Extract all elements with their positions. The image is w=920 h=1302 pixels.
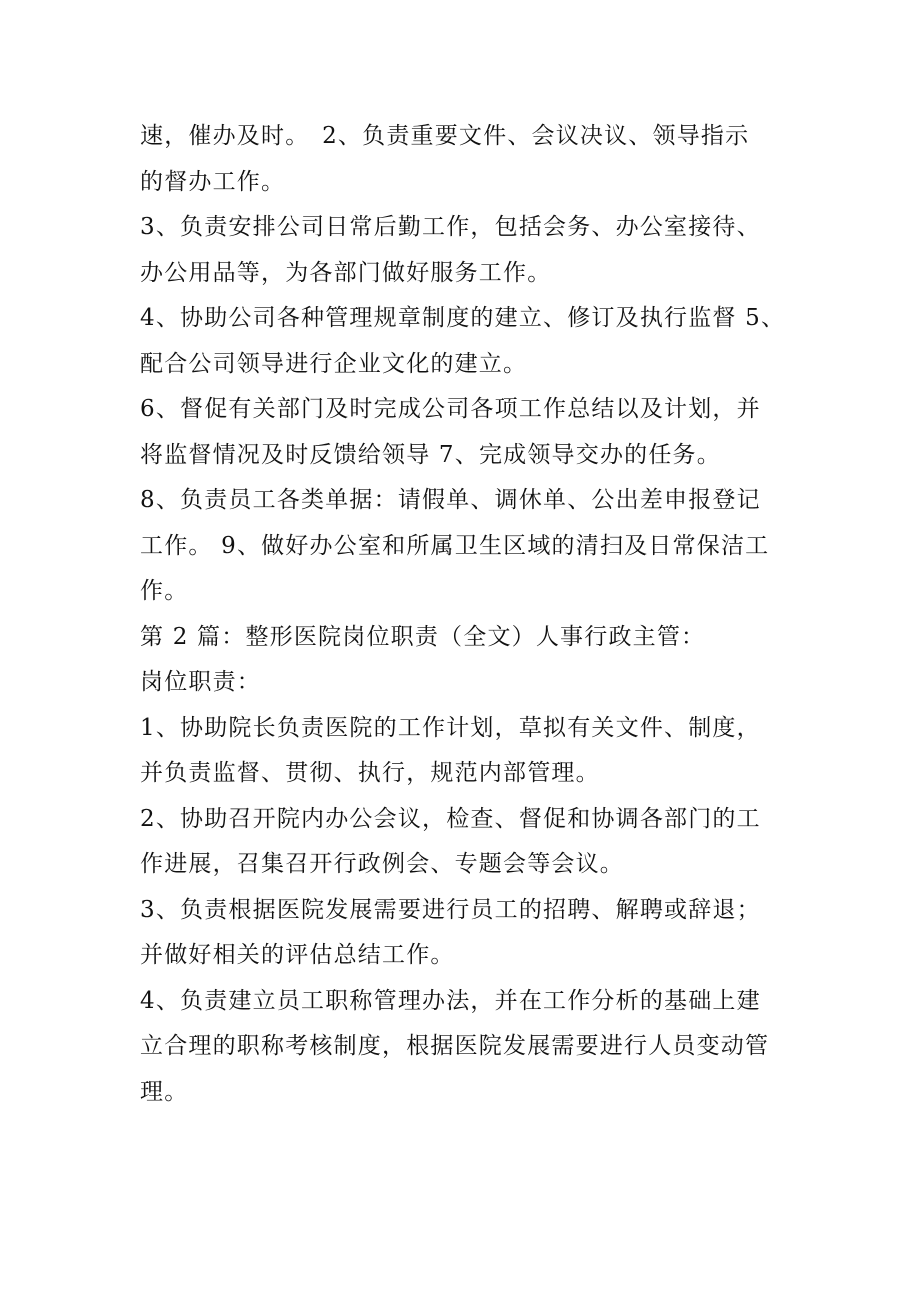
text-line: 1、协助院长负责医院的工作计划，草拟有关文件、制度， <box>140 714 761 741</box>
section-heading: 第 2 篇：整形医院岗位职责（全文）人事行政主管： <box>140 623 706 650</box>
text-line: 3、负责根据医院发展需要进行员工的招聘、解聘或辞退； <box>140 896 761 923</box>
subheading: 岗位职责： <box>140 669 261 695</box>
text-line: 4、协助公司各种管理规章制度的建立、修订及执行监督 5、 <box>140 305 786 331</box>
document-body <box>140 114 790 1115</box>
text-line: 作进展，召集召开行政例会、专题会等会议。 <box>140 851 624 877</box>
text-line: 并负责监督、贯彻、执行，规范内部管理。 <box>140 760 600 786</box>
text-line: 3、负责安排公司日常后勤工作，包括会务、办公室接待、 <box>140 214 761 240</box>
text-line: 工作。 9、做好办公室和所属卫生区域的清扫及日常保洁工 <box>140 532 770 559</box>
text-line: 将监督情况及时反馈给领导 7、完成领导交办的任务。 <box>140 441 721 468</box>
text-line: 8、负责员工各类单据：请假单、调休单、公出差申报登记 <box>140 487 761 513</box>
text-line: 速，催办及时。 2、负责重要文件、会议决议、领导指示 <box>140 123 750 149</box>
text-line: 2、协助召开院内办公会议，检查、督促和协调各部门的工 <box>140 805 761 832</box>
text-line: 的督办工作。 <box>140 168 286 195</box>
text-line: 6、督促有关部门及时完成公司各项工作总结以及计划，并 <box>140 396 761 422</box>
text-line: 理。 <box>140 1078 189 1105</box>
text-line: 4、负责建立员工职称管理办法，并在工作分析的基础上建 <box>140 987 761 1014</box>
text-line: 办公用品等，为各部门做好服务工作。 <box>140 259 552 286</box>
text-line: 作。 <box>140 578 189 604</box>
text-line: 配合公司领导进行企业文化的建立。 <box>140 350 528 377</box>
text-line: 立合理的职称考核制度，根据医院发展需要进行人员变动管 <box>140 1033 770 1059</box>
text-line: 并做好相关的评估总结工作。 <box>140 942 455 968</box>
